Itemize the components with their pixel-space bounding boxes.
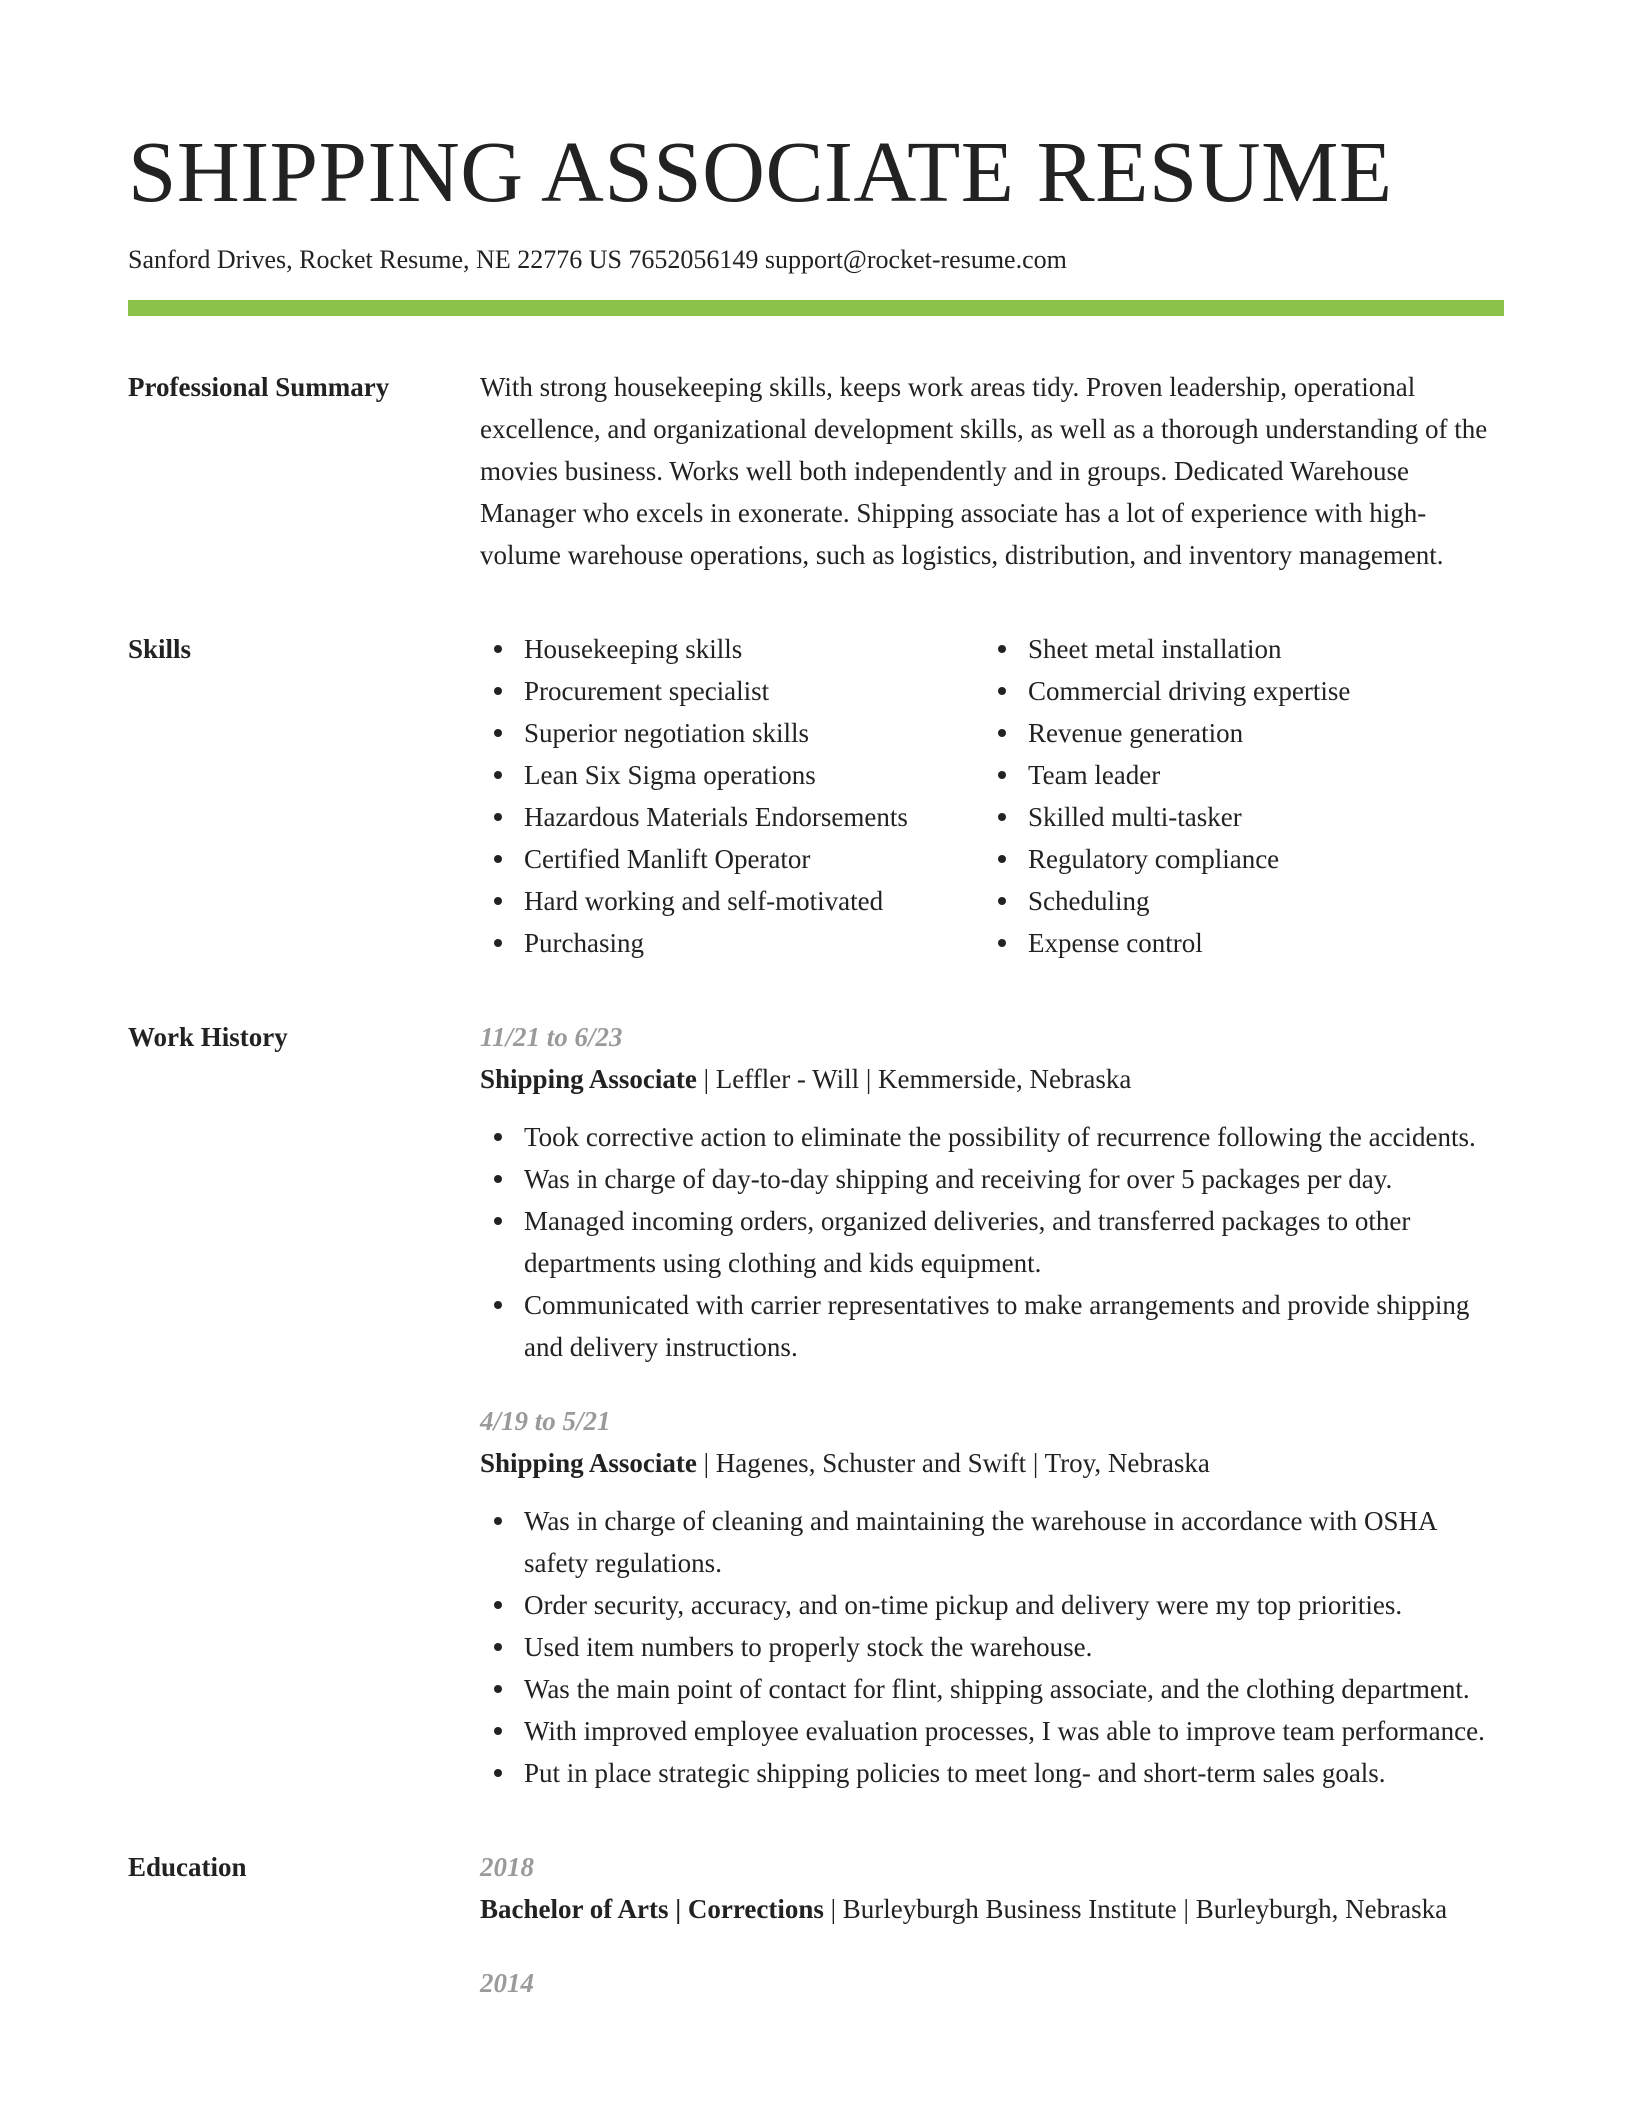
skill-item: Certified Manlift Operator (480, 838, 984, 880)
skill-item: Procurement specialist (480, 670, 984, 712)
summary-text: With strong housekeeping skills, keeps work areas tidy. Proven leadership, operational excellence, and organizational development skills, as well as a thorough understanding of the movies business. Works well both independently and in groups. Dedicated Warehouse Manager who excels in exonerate. Shipping associate has a lot of experience with high-volume warehouse operations, such as logistics, distribution, and inventory management. (480, 372, 1488, 570)
work-history-content (480, 1016, 1504, 1794)
education-section (128, 1846, 1504, 2036)
skills-heading: Skills (128, 634, 192, 664)
job-duty-item: Was in charge of cleaning and maintaining the warehouse in accordance with OSHA safety regulations. (480, 1500, 1504, 1584)
job-employer-location: | Leffler - Will | Kemmerside, Nebraska (696, 1064, 1132, 1094)
skill-item: Sheet metal installation (984, 628, 1504, 670)
education-heading: Education (128, 1852, 247, 1882)
skill-item: Regulatory compliance (984, 838, 1504, 880)
job-entry (480, 1016, 1504, 1368)
job-duty-item: With improved employee evaluation processes, I was able to improve team performance. (480, 1710, 1504, 1752)
skill-item: Hazardous Materials Endorsements (480, 796, 984, 838)
skill-item: Skilled multi-tasker (984, 796, 1504, 838)
accent-divider (128, 300, 1504, 316)
contact-info: Sanford Drives, Rocket Resume, NE 22776 US 7652056149 support@rocket-resume.com (128, 245, 1067, 274)
job-duty-item: Used item numbers to properly stock the warehouse. (480, 1626, 1504, 1668)
skill-item: Purchasing (480, 922, 984, 964)
job-entry (480, 1400, 1504, 1794)
skill-item: Expense control (984, 922, 1504, 964)
job-dates: 4/19 to 5/21 (480, 1406, 611, 1436)
job-duty-item: Order security, accuracy, and on-time pickup and delivery were my top priorities. (480, 1584, 1504, 1626)
job-duty-item: Communicated with carrier representatives to make arrangements and provide shipping and delivery instructions. (480, 1284, 1504, 1368)
job-duty-item: Was the main point of contact for flint, shipping associate, and the clothing department. (480, 1668, 1504, 1710)
skills-content (480, 628, 1504, 964)
skill-item: Scheduling (984, 880, 1504, 922)
resume-page (128, 0, 1504, 2036)
skills-list-right (984, 628, 1504, 964)
education-entry (480, 1962, 1504, 2004)
skill-item: Lean Six Sigma operations (480, 754, 984, 796)
job-employer-location: | Hagenes, Schuster and Swift | Troy, Nebraska (696, 1448, 1210, 1478)
summary-content (480, 366, 1504, 576)
job-duty-item: Took corrective action to eliminate the possibility of recurrence following the accidents. (480, 1116, 1504, 1158)
job-duties (480, 1116, 1504, 1368)
education-content (480, 1846, 1504, 2036)
job-duty-item: Managed incoming orders, organized deliveries, and transferred packages to other departments using clothing and kids equipment. (480, 1200, 1504, 1284)
skills-section (128, 628, 1504, 964)
education-degree-line (480, 1888, 1504, 1930)
job-role-line (480, 1058, 1504, 1100)
summary-section (128, 366, 1504, 576)
job-duties (480, 1500, 1504, 1794)
education-entry (480, 1846, 1504, 1930)
skills-list-left (480, 628, 984, 964)
work-history-heading: Work History (128, 1022, 288, 1052)
education-date: 2018 (480, 1852, 534, 1882)
education-degree: Bachelor of Arts | Corrections (480, 1894, 824, 1924)
work-history-section (128, 1016, 1504, 1794)
education-date: 2014 (480, 1968, 534, 1998)
job-duty-item: Was in charge of day-to-day shipping and receiving for over 5 packages per day. (480, 1158, 1504, 1200)
job-dates: 11/21 to 6/23 (480, 1022, 623, 1052)
job-role-line (480, 1442, 1504, 1484)
job-duty-item: Put in place strategic shipping policies to meet long- and short-term sales goals. (480, 1752, 1504, 1794)
resume-title: SHIPPING ASSOCIATE RESUME (128, 123, 1393, 220)
skill-item: Team leader (984, 754, 1504, 796)
skill-item: Superior negotiation skills (480, 712, 984, 754)
skill-item: Hard working and self-motivated (480, 880, 984, 922)
education-institution: | Burleyburgh Business Institute | Burleyburgh, Nebraska (823, 1894, 1448, 1924)
skill-item: Housekeeping skills (480, 628, 984, 670)
job-title: Shipping Associate (480, 1448, 697, 1478)
skill-item: Revenue generation (984, 712, 1504, 754)
job-title: Shipping Associate (480, 1064, 697, 1094)
summary-heading: Professional Summary (128, 372, 390, 402)
skill-item: Commercial driving expertise (984, 670, 1504, 712)
